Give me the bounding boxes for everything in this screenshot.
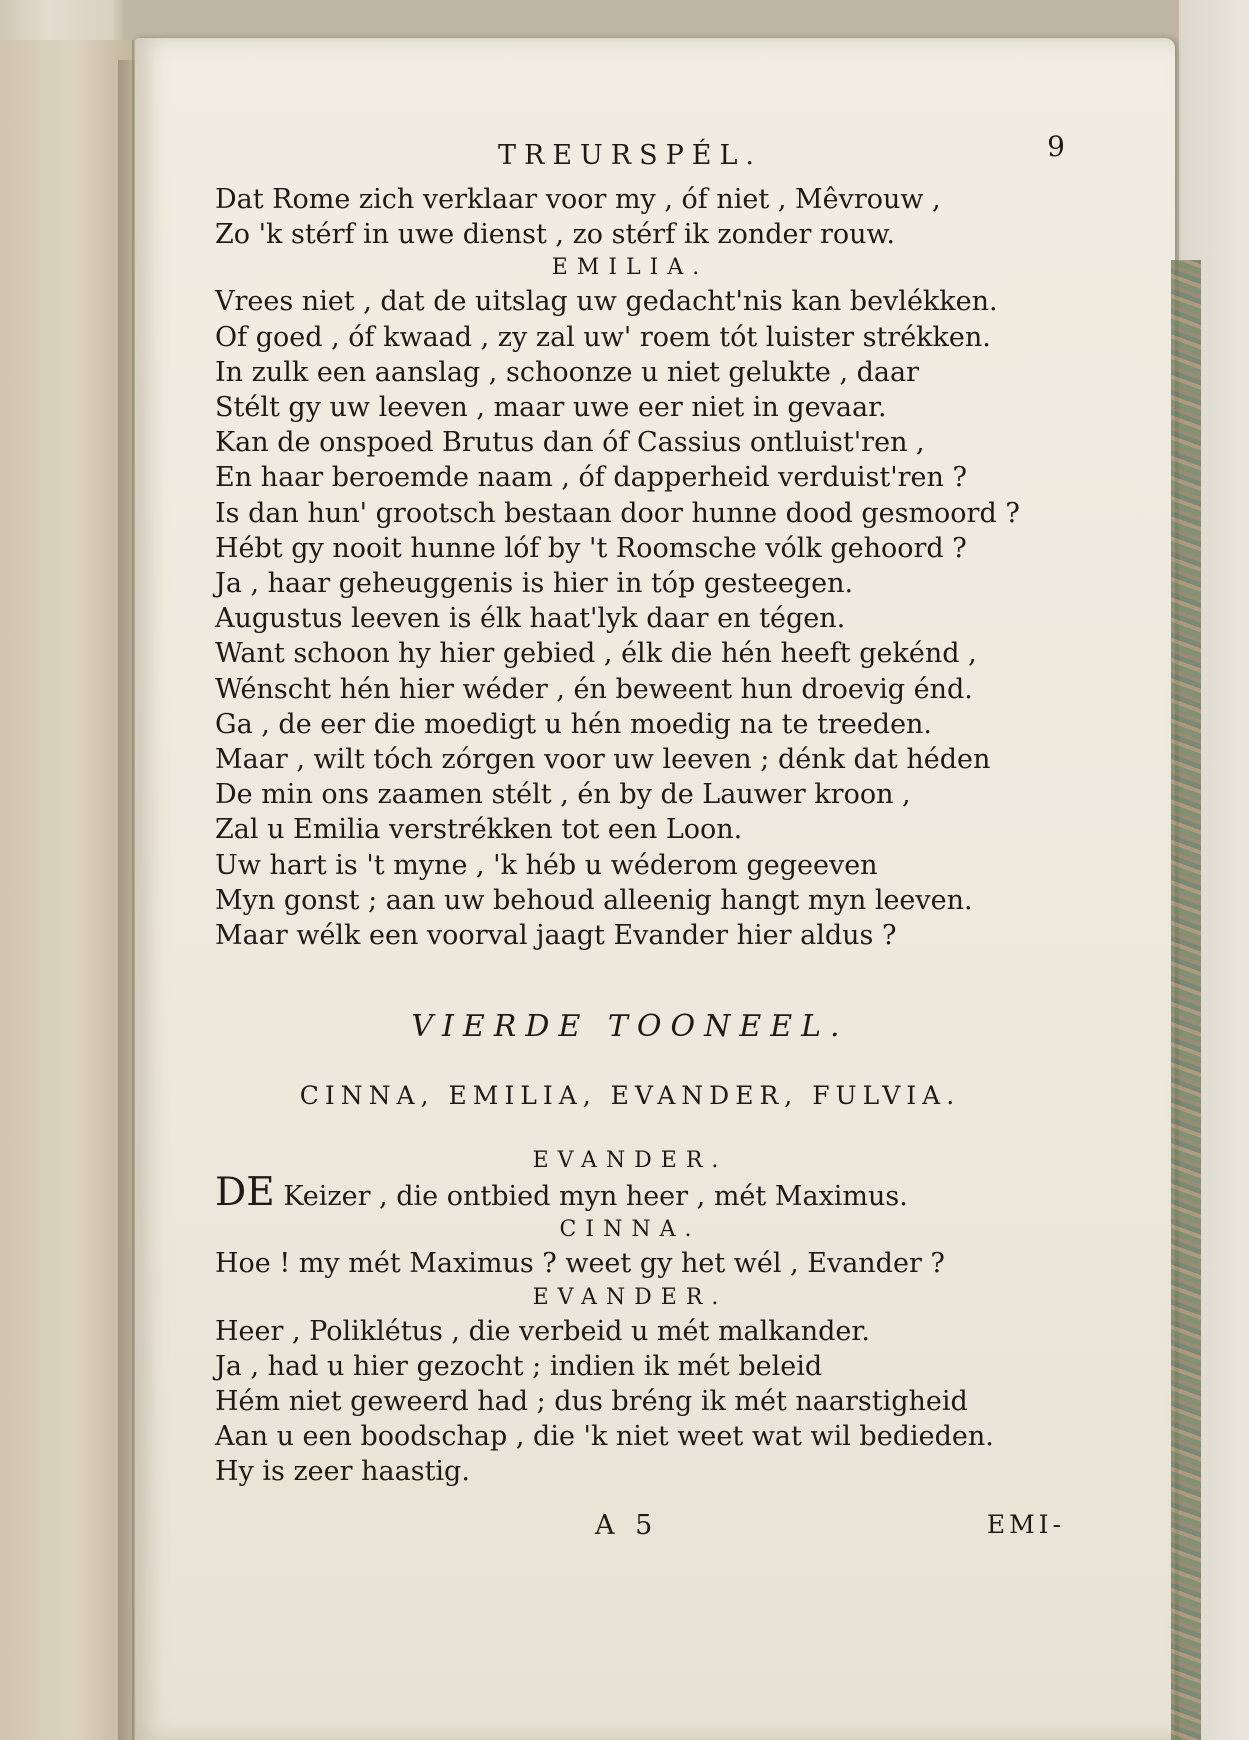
verse-line: Want schoon hy hier gebied , élk die hén heeft gekénd , <box>215 638 977 670</box>
verse-line: Vrees niet , dat de uitslag uw gedacht'nis kan bevlékken. <box>215 286 998 318</box>
verse-line: Zo 'k stérf in uwe dienst , zo stérf ik zonder rouw. <box>215 219 896 251</box>
page-text <box>215 122 1065 1560</box>
verse-line: Maar , wilt tóch zórgen voor uw leeven ; dénk dat héden <box>215 744 991 776</box>
verse-line: Of goed , óf kwaad , zy zal uw' roem tót luister strékken. <box>215 321 991 353</box>
page-footer <box>215 1500 1065 1560</box>
verse-line: Kan de onspoed Brutus dan óf Cassius ontluist'ren , <box>215 427 925 459</box>
verse-line: Wénscht hén hier wéder , én beweent hun droevig énd. <box>215 673 973 705</box>
speech-emilia <box>215 284 1045 953</box>
cast-list: CINNA, EMILIA, EVANDER, FULVIA. <box>299 1081 961 1111</box>
running-title: TREURSPÉL. <box>497 140 763 171</box>
marbled-page-edge <box>1171 260 1201 1740</box>
verse-line: Augustus leeven is élk haat'lyk daar en tégen. <box>215 603 846 635</box>
speaker-cinna: CINNA. <box>559 1217 701 1243</box>
scene-title: VIERDE TOONEEL. <box>411 1009 849 1045</box>
catchword: EMI- <box>986 1509 1065 1539</box>
verse-text: Keizer , die ontbied myn heer , mét Maximus. <box>274 1181 908 1213</box>
verse-line: In zulk een aanslag , schoonze u niet gelukte , daar <box>215 356 920 388</box>
verse-line <box>215 1170 1045 1216</box>
verse-line: Maar wélk een voorval jaagt Evander hier aldus ? <box>215 920 897 952</box>
opening-lines <box>215 182 1045 252</box>
drop-cap: DE <box>215 1170 275 1216</box>
speaker-evander: EVANDER. <box>532 1284 728 1310</box>
left-page-edge <box>0 40 134 1740</box>
page-number: 9 <box>1047 130 1065 163</box>
verse-line: Is dan hun' grootsch bestaan door hunne dood gesmoord ? <box>215 497 1020 529</box>
verse-line: Hém niet geweerd had ; dus bréng ik mét naarstigheid <box>215 1386 968 1418</box>
speaker-evander: EVANDER. <box>532 1148 728 1174</box>
verse-line: Dat Rome zich verklaar voor my , óf niet , Mêvrouw , <box>215 184 941 215</box>
verse-line: Zal u Emilia verstrékken tot een Loon. <box>215 814 743 846</box>
signature-mark: A 5 <box>595 1509 659 1541</box>
verse-line: Uw hart is 't myne , 'k héb u wéderom gegeeven <box>215 849 878 881</box>
speaker-emilia: EMILIA. <box>551 255 709 281</box>
verse-line: Hébt gy nooit hunne lóf by 't Roomsche vólk gehoord ? <box>215 532 967 564</box>
verse-line: De min ons zaamen stélt , én by de Lauwer kroon , <box>215 779 911 811</box>
verse-line: Ga , de eer die moedigt u hén moedig na te treeden. <box>215 708 933 740</box>
scene-dialogue <box>215 1145 1045 1489</box>
verse-line: En haar beroemde naam , óf dapperheid verduist'ren ? <box>215 462 967 494</box>
page-header <box>215 122 1065 182</box>
verse-line: Ja , had u hier gezocht ; indien ik mét beleid <box>215 1350 823 1382</box>
verse-line: Hy is zeer haastig. <box>215 1456 470 1488</box>
verse-line: Heer , Poliklétus , die verbeid u mét malkander. <box>215 1315 870 1347</box>
verse-line: Aan u een boodschap , die 'k niet weet wat wil bedieden. <box>215 1421 994 1453</box>
verse-line: Hoe ! my mét Maximus ? weet gy het wél , Evander ? <box>215 1248 945 1280</box>
verse-line: Stélt gy uw leeven , maar uwe eer niet in gevaar. <box>215 392 887 424</box>
verse-line: Myn gonst ; aan uw behoud alleenig hangt myn leeven. <box>215 884 973 916</box>
verse-line: Ja , haar geheuggenis is hier in tóp gesteegen. <box>215 568 854 600</box>
